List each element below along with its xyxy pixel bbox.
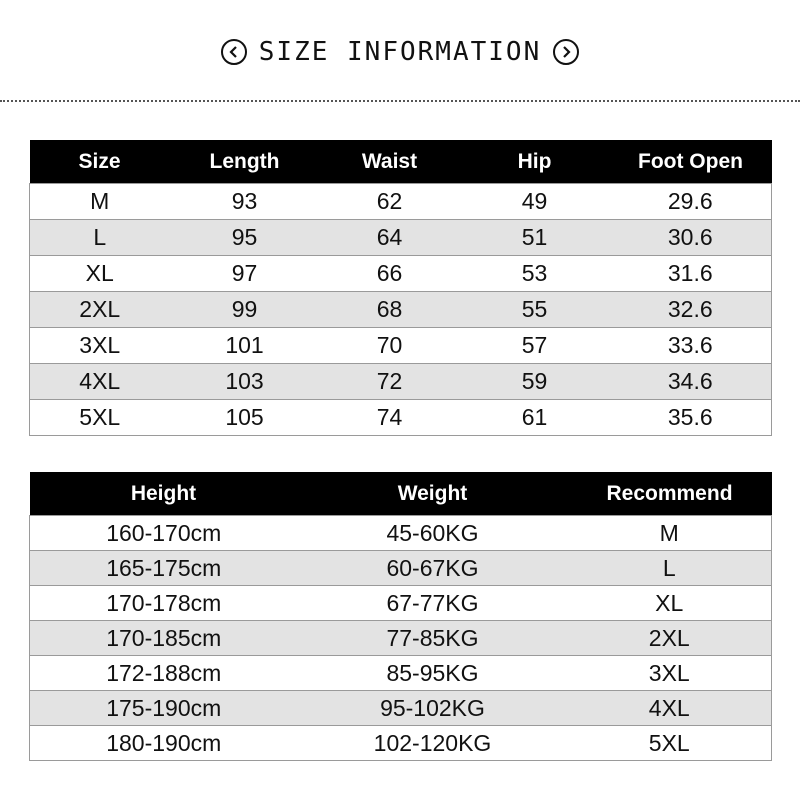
table-row: [30, 400, 772, 436]
table-cell: 3XL: [30, 328, 170, 364]
column-header: Foot Open: [610, 140, 772, 184]
table-row: [30, 621, 772, 656]
table-cell: 60-67KG: [298, 551, 568, 586]
table-cell: 59: [460, 364, 610, 400]
table-cell: 77-85KG: [298, 621, 568, 656]
table-cell: 5XL: [30, 400, 170, 436]
table-cell: 2XL: [568, 621, 772, 656]
table-cell: 160-170cm: [30, 516, 298, 551]
table-cell: 35.6: [610, 400, 772, 436]
title-bar: [0, 30, 800, 74]
table-row: [30, 516, 772, 551]
page-title: SIZE INFORMATION: [258, 37, 542, 67]
table-cell: 95: [170, 220, 320, 256]
table-cell: 61: [460, 400, 610, 436]
table-row: [30, 328, 772, 364]
table-cell: 51: [460, 220, 610, 256]
table-row: [30, 586, 772, 621]
table-cell: M: [568, 516, 772, 551]
table-cell: 170-178cm: [30, 586, 298, 621]
size-table-header-row: [30, 140, 772, 184]
table-cell: 95-102KG: [298, 691, 568, 726]
chevron-right-circle-icon[interactable]: [553, 39, 579, 65]
table-cell: 33.6: [610, 328, 772, 364]
table-row: [30, 691, 772, 726]
table-cell: 68: [320, 292, 460, 328]
column-header: Recommend: [568, 472, 772, 516]
table-cell: 31.6: [610, 256, 772, 292]
table-row: [30, 256, 772, 292]
table-cell: 101: [170, 328, 320, 364]
table-row: [30, 184, 772, 220]
table-cell: 29.6: [610, 184, 772, 220]
chevron-left-circle-icon[interactable]: [221, 39, 247, 65]
table-cell: 72: [320, 364, 460, 400]
table-cell: 4XL: [30, 364, 170, 400]
table-row: [30, 220, 772, 256]
table-cell: 2XL: [30, 292, 170, 328]
table-cell: 45-60KG: [298, 516, 568, 551]
table-cell: M: [30, 184, 170, 220]
table-cell: 99: [170, 292, 320, 328]
table-cell: L: [568, 551, 772, 586]
table-cell: 3XL: [568, 656, 772, 691]
dotted-divider: [0, 100, 800, 102]
recommend-table: [29, 472, 772, 761]
table-cell: 103: [170, 364, 320, 400]
table-cell: 74: [320, 400, 460, 436]
table-cell: 105: [170, 400, 320, 436]
table-cell: 172-188cm: [30, 656, 298, 691]
table-cell: 102-120KG: [298, 726, 568, 761]
column-header: Size: [30, 140, 170, 184]
table-cell: 30.6: [610, 220, 772, 256]
table-cell: 32.6: [610, 292, 772, 328]
table-cell: 57: [460, 328, 610, 364]
table-cell: 170-185cm: [30, 621, 298, 656]
size-table: [29, 140, 772, 436]
table-cell: 97: [170, 256, 320, 292]
table-cell: 62: [320, 184, 460, 220]
table-cell: 49: [460, 184, 610, 220]
table-cell: 165-175cm: [30, 551, 298, 586]
table-row: [30, 364, 772, 400]
table-cell: XL: [568, 586, 772, 621]
table-cell: 93: [170, 184, 320, 220]
column-header: Hip: [460, 140, 610, 184]
table-row: [30, 656, 772, 691]
table-cell: 70: [320, 328, 460, 364]
table-row: [30, 726, 772, 761]
table-cell: 67-77KG: [298, 586, 568, 621]
table-row: [30, 292, 772, 328]
table-row: [30, 551, 772, 586]
table-cell: L: [30, 220, 170, 256]
table-cell: 55: [460, 292, 610, 328]
table-cell: 4XL: [568, 691, 772, 726]
table-cell: 180-190cm: [30, 726, 298, 761]
column-header: Weight: [298, 472, 568, 516]
table-cell: 34.6: [610, 364, 772, 400]
column-header: Waist: [320, 140, 460, 184]
column-header: Height: [30, 472, 298, 516]
table-cell: 64: [320, 220, 460, 256]
table-cell: 85-95KG: [298, 656, 568, 691]
column-header: Length: [170, 140, 320, 184]
table-cell: XL: [30, 256, 170, 292]
table-cell: 53: [460, 256, 610, 292]
table-cell: 175-190cm: [30, 691, 298, 726]
table-cell: 5XL: [568, 726, 772, 761]
table-cell: 66: [320, 256, 460, 292]
recommend-table-header-row: [30, 472, 772, 516]
